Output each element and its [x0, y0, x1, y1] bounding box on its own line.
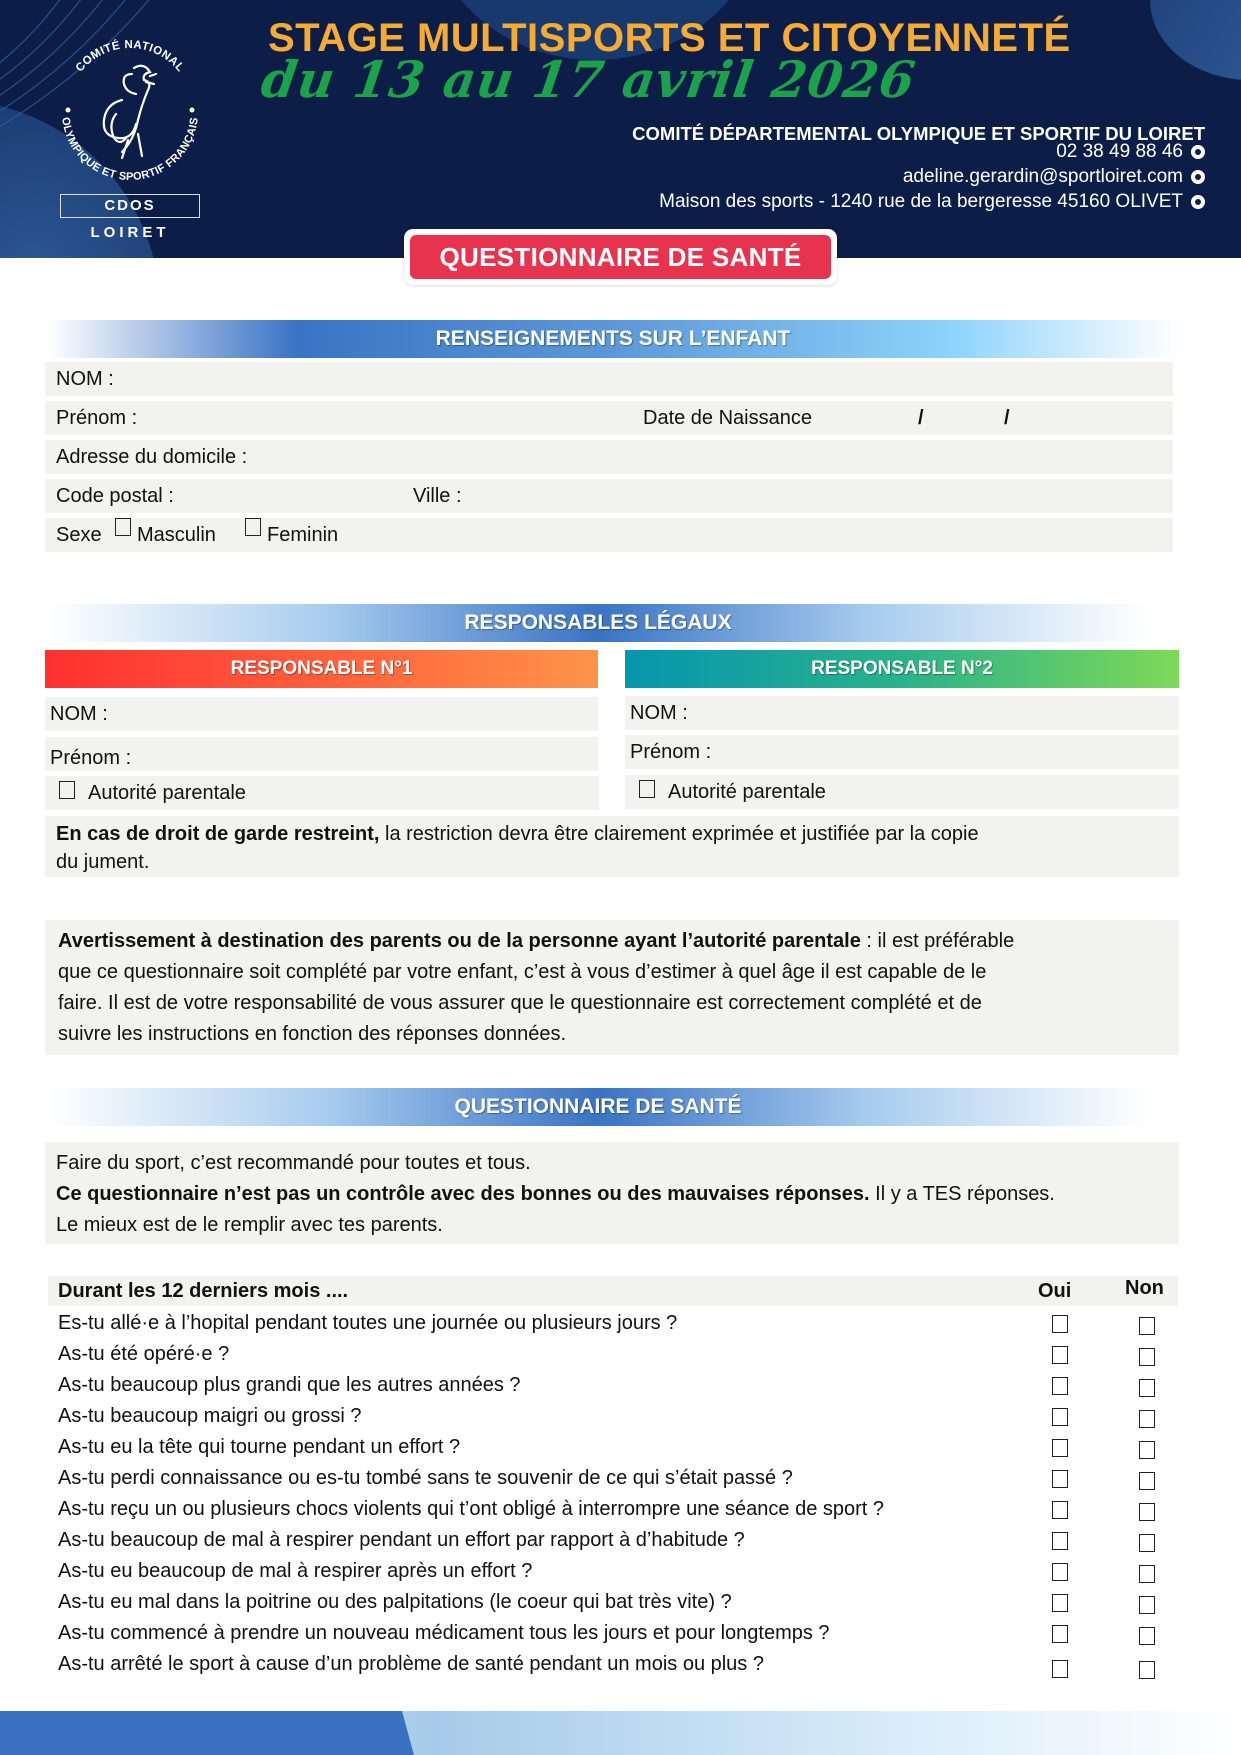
field-label: NOM :	[630, 702, 688, 724]
guardian-2-authority-checkbox[interactable]	[639, 780, 655, 798]
answer-no-checkbox[interactable]	[1139, 1441, 1155, 1459]
parent-warning	[45, 920, 1179, 1055]
answer-no-checkbox[interactable]	[1139, 1348, 1155, 1366]
guardian-1-header: RESPONSABLE N°1	[45, 650, 598, 688]
map-pin-icon	[1191, 195, 1205, 209]
child-address-field[interactable]	[45, 440, 1173, 474]
guardian-2-prenom-field[interactable]	[625, 735, 1179, 769]
answer-no-checkbox[interactable]	[1139, 1534, 1155, 1552]
question-text: As-tu commencé à prendre un nouveau médicament tous les jours et pour longtemps ?	[58, 1622, 830, 1644]
answer-yes-checkbox[interactable]	[1052, 1625, 1068, 1643]
warning-text: suivre les instructions en fonction des réponses données.	[58, 1023, 567, 1045]
section-banner-child: RENSEIGNEMENTS SUR L’ENFANT	[48, 320, 1178, 358]
option-label: Feminin	[267, 524, 339, 546]
decorative-circle	[1150, 0, 1241, 80]
section-banner-guardians: RESPONSABLES LÉGAUX	[48, 604, 1148, 642]
questions-table-header	[48, 1276, 1178, 1306]
rooster-emblem-icon	[50, 30, 210, 190]
child-prenom-field[interactable]	[45, 401, 1173, 435]
sex-feminin-checkbox[interactable]	[245, 518, 261, 536]
option-label: Masculin	[137, 524, 216, 546]
warning-text: : il est préférable	[860, 930, 1015, 952]
answer-yes-checkbox[interactable]	[1052, 1532, 1068, 1550]
question-row	[58, 1436, 1178, 1466]
field-label: NOM :	[56, 368, 114, 390]
document-title: QUESTIONNAIRE DE SANTÉ	[410, 235, 831, 279]
answer-no-checkbox[interactable]	[1139, 1503, 1155, 1521]
question-row	[58, 1374, 1178, 1404]
intro-text: Il y a TES réponses.	[869, 1183, 1055, 1205]
contact-email	[903, 166, 1205, 188]
field-label: Prénom :	[50, 747, 132, 769]
svg-text:COMITÉ NATIONAL: COMITÉ NATIONAL	[73, 38, 187, 75]
question-row	[58, 1529, 1178, 1559]
guardian-2-authority-row	[625, 775, 1179, 809]
field-label: NOM :	[50, 703, 108, 725]
answer-yes-checkbox[interactable]	[1052, 1501, 1068, 1519]
question-row	[58, 1312, 1178, 1342]
email-link[interactable]: adeline.gerardin@sportloiret.com	[902, 166, 1183, 187]
answer-yes-checkbox[interactable]	[1052, 1346, 1068, 1364]
logo-loiret-label: LOIRET	[90, 224, 170, 241]
question-row	[58, 1343, 1178, 1373]
question-text: As-tu eu la tête qui tourne pendant un effort ?	[58, 1436, 461, 1458]
question-row	[58, 1467, 1178, 1497]
answer-yes-checkbox[interactable]	[1052, 1377, 1068, 1395]
page-header	[0, 0, 1241, 258]
section-banner-health: QUESTIONNAIRE DE SANTÉ	[48, 1088, 1148, 1126]
guardian-1-authority-row	[45, 776, 599, 810]
child-postal-city-field[interactable]	[45, 479, 1173, 513]
question-text: As-tu reçu un ou plusieurs chocs violents qui t’ont obligé à interrompre une séance de sport ?	[58, 1498, 885, 1520]
question-row	[58, 1653, 1178, 1683]
answer-no-checkbox[interactable]	[1139, 1596, 1155, 1614]
custody-note-text: la restriction devra être clairement exprimée et justifiée par la copie	[379, 823, 979, 845]
child-nom-field[interactable]	[45, 362, 1173, 396]
guardian-2-header: RESPONSABLE N°2	[625, 650, 1179, 688]
custody-note	[45, 816, 1179, 877]
phone-icon	[1191, 145, 1205, 159]
footer-accent	[0, 1711, 414, 1755]
logo-cdos-label: CDOS	[60, 194, 200, 218]
contact-address	[659, 191, 1205, 213]
question-text: As-tu eu mal dans la poitrine ou des palpitations (le coeur qui bat très vite) ?	[58, 1591, 732, 1613]
answer-yes-checkbox[interactable]	[1052, 1315, 1068, 1333]
intro-text: Le mieux est de le remplir avec tes parents.	[56, 1214, 443, 1236]
field-label: Sexe	[56, 524, 102, 546]
answer-no-checkbox[interactable]	[1139, 1379, 1155, 1397]
answer-no-checkbox[interactable]	[1139, 1627, 1155, 1645]
date-separator: /	[918, 407, 924, 429]
guardian-1-prenom-field[interactable]	[45, 737, 598, 771]
organization-name: COMITÉ DÉPARTEMENTAL OLYMPIQUE ET SPORTIF DU LOIRET	[632, 123, 1205, 144]
guardian-2-nom-field[interactable]	[625, 696, 1179, 730]
question-row	[58, 1591, 1178, 1621]
answer-no-checkbox[interactable]	[1139, 1317, 1155, 1335]
custody-note-bold: En cas de droit de garde restreint,	[56, 823, 380, 845]
child-sex-field	[45, 518, 1173, 552]
address-text: Maison des sports - 1240 rue de la bergeresse 45160 OLIVET	[659, 191, 1183, 212]
field-label: Code postal :	[56, 485, 174, 507]
question-row	[58, 1405, 1178, 1435]
question-text: As-tu beaucoup plus grandi que les autres années ?	[58, 1374, 521, 1396]
event-dates: du 13 au 17 avril 2026	[257, 50, 920, 109]
answer-yes-checkbox[interactable]	[1052, 1470, 1068, 1488]
answer-no-checkbox[interactable]	[1139, 1410, 1155, 1428]
phone-number: 02 38 49 88 46	[1056, 141, 1183, 162]
answer-yes-checkbox[interactable]	[1052, 1594, 1068, 1612]
guardian-1-authority-checkbox[interactable]	[59, 781, 75, 799]
field-label: Ville :	[413, 485, 462, 507]
question-row	[58, 1498, 1178, 1528]
answer-yes-checkbox[interactable]	[1052, 1660, 1068, 1678]
birthdate-label: Date de Naissance	[643, 407, 812, 429]
cdos-logo	[50, 30, 210, 245]
question-text: As-tu beaucoup de mal à respirer pendant un effort par rapport à d’habitude ?	[58, 1529, 745, 1551]
question-text: Es-tu allé·e à l’hopital pendant toutes une journée ou plusieurs jours ?	[58, 1312, 678, 1334]
answer-no-checkbox[interactable]	[1139, 1472, 1155, 1490]
question-text: As-tu perdi connaissance ou es-tu tombé sans te souvenir de ce qui s’était passé ?	[58, 1467, 793, 1489]
svg-text:OLYMPIQUE ET SPORTIF FRANÇAIS: OLYMPIQUE ET SPORTIF FRANÇAIS	[59, 116, 201, 184]
answer-no-checkbox[interactable]	[1139, 1661, 1155, 1679]
option-label: Autorité parentale	[88, 782, 246, 804]
date-separator: /	[1004, 407, 1010, 429]
answer-no-checkbox[interactable]	[1139, 1565, 1155, 1583]
contact-phone	[1056, 141, 1205, 163]
answer-yes-checkbox[interactable]	[1052, 1563, 1068, 1581]
health-intro	[45, 1142, 1179, 1244]
document-title-badge	[404, 229, 837, 285]
warning-text: faire. Il est de votre responsabilité de vous assurer que le questionnaire est correctement complété et de	[58, 992, 982, 1014]
field-label: Prénom :	[630, 741, 712, 763]
field-label: Adresse du domicile :	[56, 446, 248, 468]
field-label: Prénom :	[56, 407, 138, 429]
column-header-no: Non	[1125, 1277, 1164, 1299]
intro-bold: Ce questionnaire n’est pas un contrôle avec des bonnes ou des mauvaises réponses.	[56, 1183, 870, 1205]
table-header-title: Durant les 12 derniers mois ....	[58, 1280, 349, 1302]
answer-yes-checkbox[interactable]	[1052, 1408, 1068, 1426]
intro-text: Faire du sport, c’est recommandé pour toutes et tous.	[56, 1152, 531, 1174]
event-title: STAGE MULTISPORTS ET CITOYENNETÉ	[268, 16, 1071, 60]
column-header-yes: Oui	[1038, 1280, 1072, 1302]
answer-yes-checkbox[interactable]	[1052, 1439, 1068, 1457]
option-label: Autorité parentale	[668, 781, 826, 803]
question-text: As-tu beaucoup maigri ou grossi ?	[58, 1405, 362, 1427]
question-text: As-tu eu beaucoup de mal à respirer après un effort ?	[58, 1560, 533, 1582]
warning-bold: Avertissement à destination des parents ou de la personne ayant l’autorité parentale	[58, 930, 861, 952]
mail-icon	[1191, 170, 1205, 184]
question-text: As-tu été opéré·e ?	[58, 1343, 230, 1365]
question-row	[58, 1560, 1178, 1590]
guardian-1-nom-field[interactable]	[45, 697, 598, 731]
question-row	[58, 1622, 1178, 1652]
sex-masculin-checkbox[interactable]	[115, 518, 131, 536]
warning-text: que ce questionnaire soit complété par votre enfant, c’est à vous d’estimer à quel âge il est capable de le	[58, 961, 987, 983]
question-text: As-tu arrêté le sport à cause d’un problème de santé pendant un mois ou plus ?	[58, 1653, 764, 1675]
custody-note-text: du jument.	[56, 851, 150, 873]
